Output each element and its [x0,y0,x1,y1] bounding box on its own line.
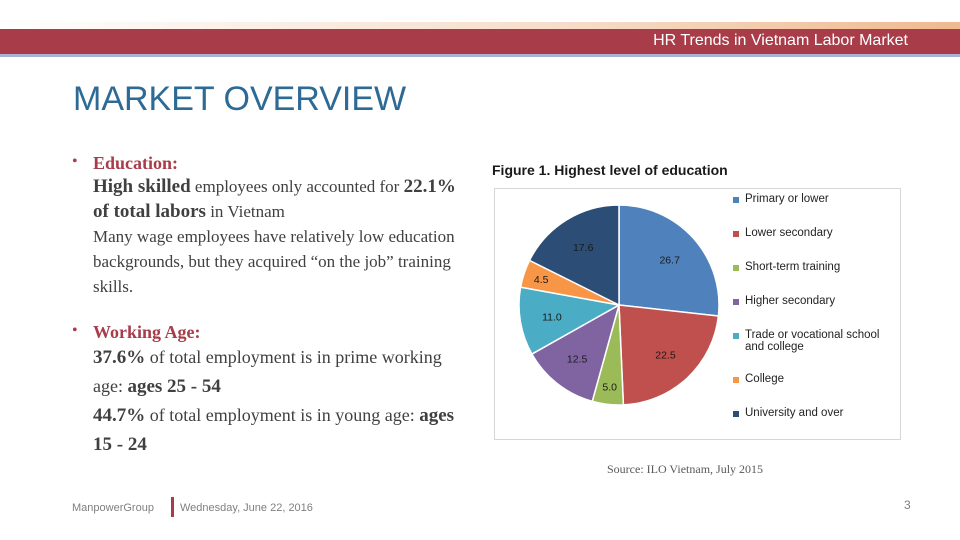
page-number: 3 [904,498,911,512]
high-skilled-text: High skilled [93,176,191,197]
legend-item [733,295,835,307]
legend-item [733,193,829,205]
bullet-icon: • [72,322,78,339]
footer-date: Wednesday, June 22, 2016 [180,502,313,514]
pie-data-label: 11.0 [542,311,562,324]
education-heading: Education: [93,153,179,173]
pie-data-label: 26.7 [659,254,680,267]
prime-age-share: 37.6% [93,347,146,368]
presentation-title: HR Trends in Vietnam Labor Market [653,32,908,49]
legend-item [733,261,840,273]
footer-company: ManpowerGroup [72,502,154,514]
pie-data-label: 17.6 [572,242,594,255]
legend-swatch [733,197,739,203]
legend-label: Higher secondary [745,295,836,307]
pie-chart [495,189,900,439]
footer-separator [171,497,174,517]
pie-data-label: 12.5 [566,353,588,366]
legend-swatch [733,377,739,383]
education-bullet [72,152,462,299]
legend-swatch [733,333,739,339]
top-gradient-strip [0,22,960,29]
chart-source: Source: ILO Vietnam, July 2015 [607,462,764,476]
legend-label: Primary or lower [745,193,829,205]
pie-data-label: 4.5 [533,274,549,287]
legend-item [733,407,843,419]
legend-swatch [733,265,739,271]
young-age-range: ages 15 - 24 [93,405,455,455]
header-underline [0,54,960,57]
education-text [93,174,462,299]
slide-title: MARKET OVERVIEW [73,80,407,118]
legend-label: College [745,373,784,385]
young-age-text: of total employment is in young age: [145,405,420,425]
education-detail: Many wage employees have relatively low education backgrounds, but they acquired “on the job” training skills. [93,227,455,296]
legend-swatch [733,231,739,237]
working-age-heading: Working Age: [93,322,201,342]
prime-age-text: of total employment is in prime working age: [93,347,442,396]
legend-label: Short-term training [745,261,841,273]
education-text-part: employees only accounted for [190,177,404,196]
bullet-list [72,152,462,459]
prime-age-range: ages 25 - 54 [127,376,221,397]
education-text-end: in Vietnam [205,202,285,221]
legend-label: University and over [745,407,844,419]
pie-data-label: 5.0 [602,381,618,394]
legend-item [733,227,833,239]
header-bar [0,29,960,54]
legend-item [733,373,784,385]
pie-data-label: 22.5 [655,349,676,362]
legend-item [733,329,898,353]
legend-label: Lower secondary [745,227,833,239]
working-age-text [93,343,462,459]
working-age-bullet [72,321,462,459]
figure-title: Figure 1. Highest level of education [492,162,728,178]
legend-label: Trade or vocational school and college [745,329,880,353]
legend-swatch [733,299,739,305]
bullet-icon: • [72,153,78,170]
young-age-share: 44.7% [93,405,146,426]
pie-chart-frame [494,188,901,440]
total-labors-text: 22.1% of total labors [93,176,456,222]
legend-swatch [733,411,739,417]
